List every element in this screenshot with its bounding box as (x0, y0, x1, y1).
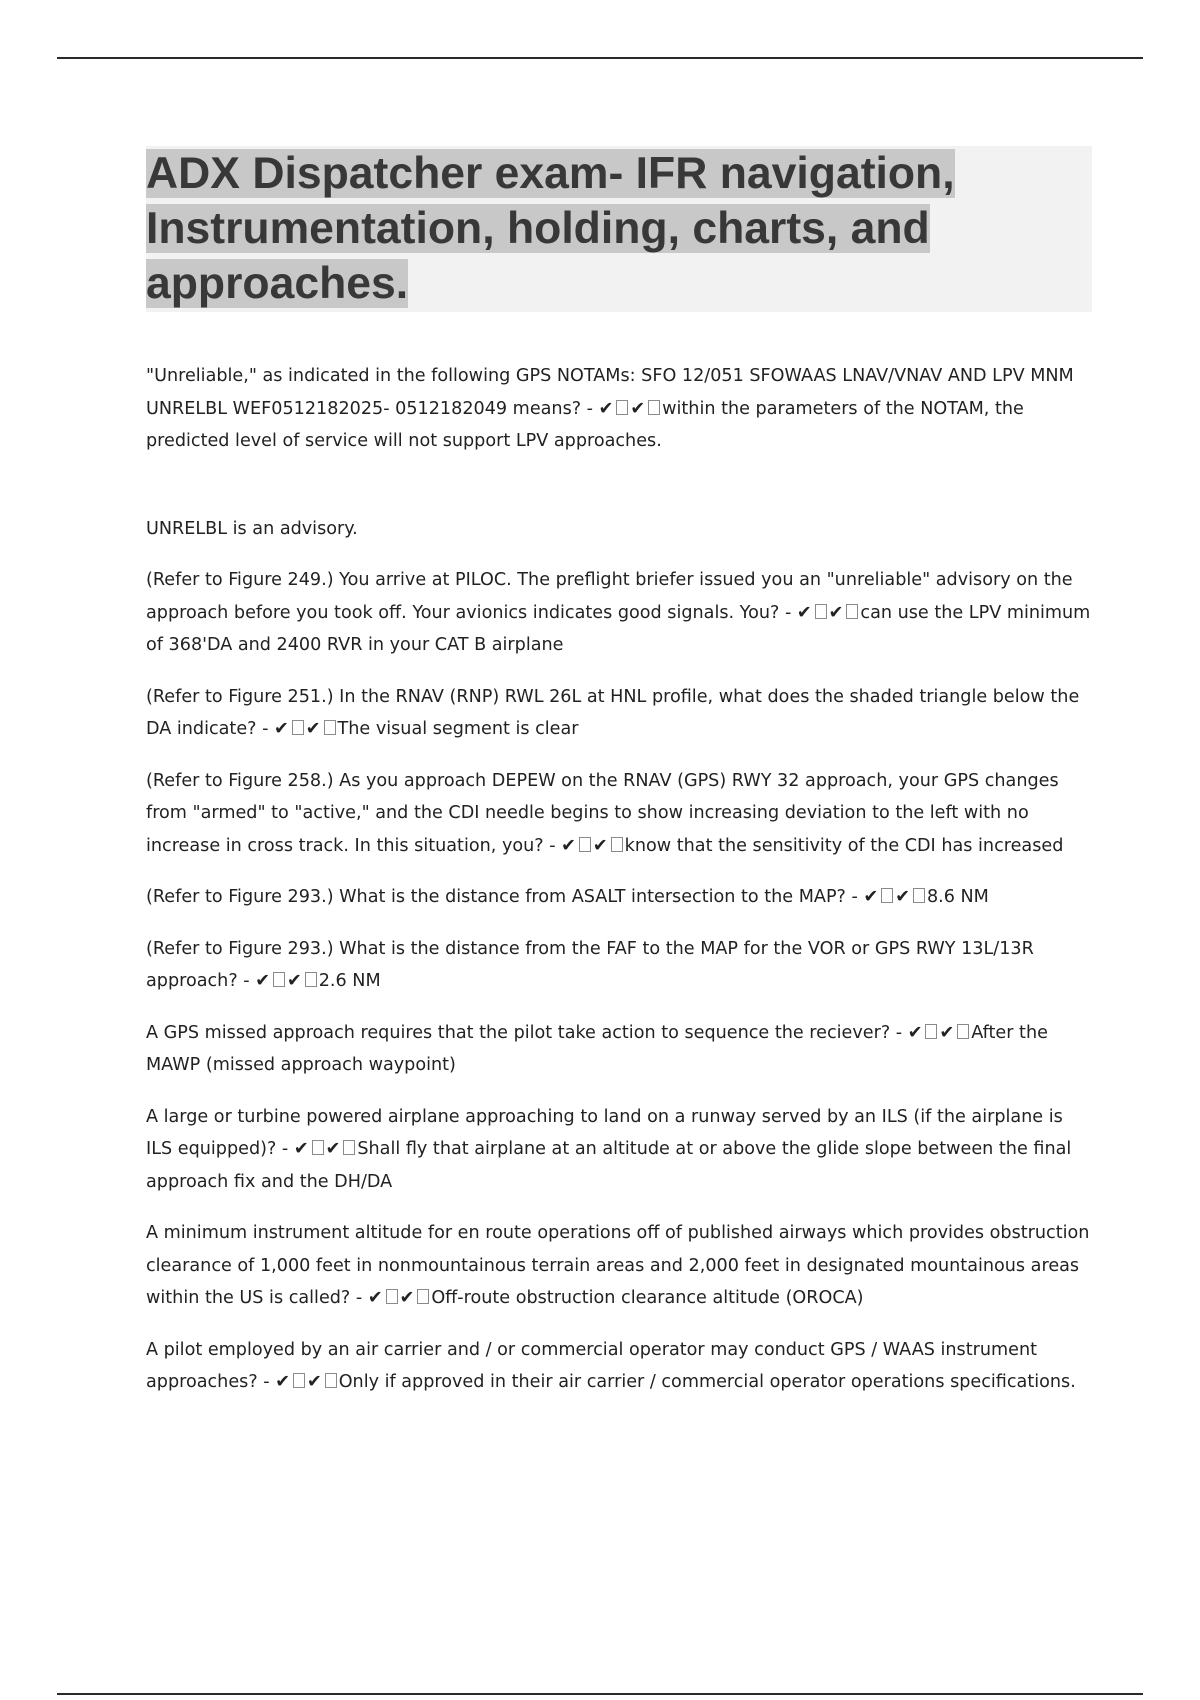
check-icon: ✔ (561, 835, 577, 856)
question-text: A large or turbine powered airplane approaching to land on a runway served by an ILS (if the airplane is ILS equipped)? - (146, 1106, 1063, 1159)
question-text: (Refer to Figure 249.) You arrive at PILOC. The preflight briefer issued you an "unreliable" advisory on the approach before you took off. Your avionics indicates good signals. You? - (146, 570, 1073, 623)
qa-item (146, 681, 1092, 746)
answer-text: Only if approved in their air carrier / commercial operator operations specifications. (338, 1372, 1076, 1392)
qa-item (146, 765, 1092, 863)
check-icon: ✔ (895, 887, 911, 907)
title-block (146, 146, 1092, 312)
check-icon: ✔ (255, 971, 271, 991)
check-icon: ✔ (939, 1022, 956, 1043)
box-icon (343, 1140, 355, 1155)
check-icon: ✔ (274, 719, 290, 739)
question-text: "Unreliable," as indicated in the following GPS NOTAMs: SFO 12/051 SFOWAAS LNAV/VNAV AND LPV MNM UNRELBL WEF0512182025- 0512182049 means? - (146, 366, 1074, 419)
check-icon: ✔ (325, 1139, 342, 1159)
question-text: (Refer to Figure 251.) In the RNAV (RNP) RWL 26L at HNL profile, what does the shaded triangle below the DA indicate? - (146, 686, 1080, 739)
qa-item (146, 513, 1092, 546)
check-icon: ✔ (367, 1288, 384, 1308)
check-icon: ✔ (286, 971, 303, 991)
check-icon: ✔ (828, 602, 845, 623)
answer-text: know that the sensitivity of the CDI has increased (624, 835, 1064, 856)
box-icon (881, 888, 893, 903)
qa-item (146, 881, 1092, 914)
check-icon: ✔ (592, 835, 609, 856)
top-rule (57, 57, 1143, 59)
box-icon (913, 888, 925, 903)
qa-item (146, 1017, 1092, 1082)
box-icon (957, 1024, 969, 1039)
question-text: A GPS missed approach requires that the pilot take action to sequence the reciever? - (146, 1022, 908, 1043)
box-icon (616, 400, 628, 415)
box-icon (815, 604, 827, 619)
check-icon: ✔ (598, 398, 615, 419)
check-icon: ✔ (305, 719, 322, 739)
answer-text: After the MAWP (missed approach waypoint) (146, 1022, 1048, 1075)
box-icon (324, 720, 336, 735)
box-icon (386, 1289, 398, 1304)
qa-item (146, 1217, 1092, 1315)
answer-text: The visual segment is clear (337, 719, 579, 739)
document-title (146, 146, 1092, 311)
question-text: A pilot employed by an air carrier and / or commercial operator may conduct GPS / WAAS instrument approaches? - (146, 1339, 1037, 1392)
question-text: (Refer to Figure 258.) As you approach DEPEW on the RNAV (GPS) RWY 32 approach, your GPS changes from "armed" to "active," and the CDI needle begins to show increasing deviation to the left with no increase in cross track. In this situation, you? - (146, 770, 1059, 856)
box-icon (648, 400, 660, 415)
answer-text: can use the LPV minimum of 368'DA and 2400 RVR in your CAT B airplane (146, 602, 1091, 655)
check-icon: ✔ (293, 1139, 310, 1159)
box-icon (925, 1024, 937, 1039)
qa-item (146, 933, 1092, 998)
check-icon: ✔ (796, 602, 813, 623)
check-icon: ✔ (907, 1022, 924, 1043)
answer-text: Shall fly that airplane at an altitude at or above the glide slope between the final approach fix and the DH/DA (146, 1139, 1072, 1192)
qa-item (146, 1334, 1092, 1399)
box-icon (312, 1140, 324, 1155)
box-icon (611, 837, 623, 852)
qa-item (146, 360, 1092, 458)
question-text: (Refer to Figure 293.) What is the distance from the FAF to the MAP for the VOR or GPS RWY 13L/13R approach? - (146, 938, 1034, 991)
box-icon (293, 1373, 305, 1388)
qa-item (146, 1101, 1092, 1199)
answer-text: Off-route obstruction clearance altitude (OROCA) (431, 1288, 864, 1308)
box-icon (292, 720, 304, 735)
check-icon: ✔ (399, 1288, 416, 1308)
qa-list (146, 360, 1092, 1418)
qa-item (146, 564, 1092, 662)
box-icon (325, 1373, 337, 1388)
box-icon (417, 1289, 429, 1304)
question-text: A minimum instrument altitude for en route operations off of published airways which provides obstruction clearance of 1,000 feet in nonmountainous terrain areas and 2,000 feet in designated mountainous areas within the US is called? - (146, 1223, 1090, 1308)
document-title-text: ADX Dispatcher exam- IFR navigation, Instrumentation, holding, charts, and approaches. (146, 149, 955, 308)
bottom-rule (57, 1693, 1143, 1695)
question-text: (Refer to Figure 293.) What is the distance from ASALT intersection to the MAP? - (146, 887, 864, 907)
box-icon (305, 972, 317, 987)
note-text: UNRELBL is an advisory. (146, 518, 358, 539)
answer-text: 2.6 NM (318, 971, 381, 991)
answer-text: 8.6 NM (926, 887, 989, 907)
check-icon: ✔ (863, 887, 880, 907)
check-icon: ✔ (306, 1372, 323, 1392)
answer-text: within the parameters of the NOTAM, the predicted level of service will not support LPV approaches. (146, 398, 1024, 451)
check-icon: ✔ (275, 1372, 291, 1392)
check-icon: ✔ (630, 398, 647, 419)
box-icon (846, 604, 858, 619)
box-icon (273, 972, 285, 987)
box-icon (579, 837, 591, 852)
